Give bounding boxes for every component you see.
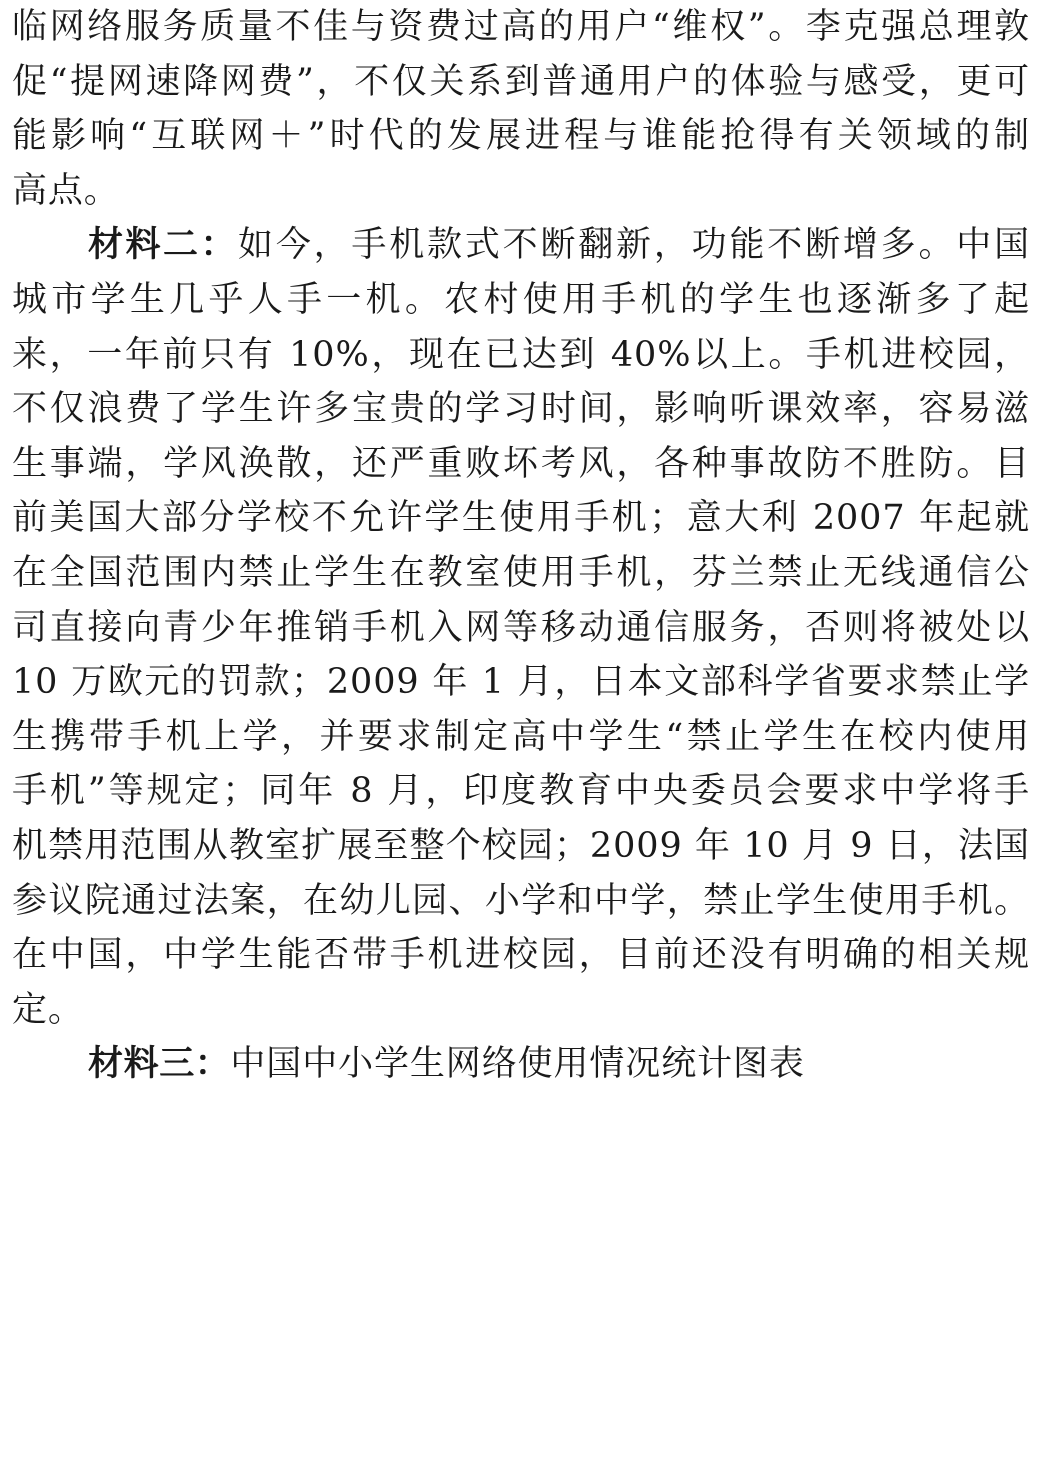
text-line: 在全国范围内禁止学生在教室使用手机，芬兰禁止无线通信公 [12,552,1030,593]
material-2-label: 材料二： [88,225,239,266]
text-line: 临网络服务质量不佳与资费过高的用户“维权”。李克强总理敦 [12,7,1030,47]
text-line: 10 万欧元的罚款；2009 年 1 月，日本文部科学省要求禁止学 [12,662,1030,703]
text-line: 促“提网速降网费”，不仅关系到普通用户的体验与感受，更可 [12,61,1030,102]
blank-area [0,1100,1042,1474]
text-line: 如今，手机款式不断翻新，功能不断增多。中国 [238,225,1030,266]
text-line: 机禁用范围从教室扩展至整个校园；2009 年 10 月 9 日，法国 [12,825,1030,866]
paragraph-material-2-first-line [12,218,1030,273]
text-line: 司直接向青少年推销手机入网等移动通信服务，否则将被处以 [12,607,1030,648]
text-line: 参议院通过法案，在幼儿园、小学和中学，禁止学生使用手机。 [12,880,1030,921]
paragraph-material-3-line [12,1037,1030,1092]
text-line: 生事端，学风涣散，还严重败坏考风，各种事故防不胜防。目 [12,443,1030,484]
text-line: 来，一年前只有 10%，现在已达到 40%以上。手机进校园， [12,334,1030,375]
material-3-label: 材料三： [88,1044,231,1085]
text-line: 前美国大部分学校不允许学生使用手机；意大利 2007 年起就 [12,498,1030,539]
text-line: 高点。 [12,170,120,211]
text-line: 定。 [12,989,84,1030]
text-line: 中国中小学生网络使用情况统计图表 [230,1044,805,1085]
text-line: 生携带手机上学，并要求制定高中学生“禁止学生在校内使用 [12,716,1030,757]
text-line: 能影响“互联网＋”时代的发展进程与谁能抢得有关领域的制 [12,116,1030,157]
text-line: 手机”等规定；同年 8 月，印度教育中央委员会要求中学将手 [12,771,1030,812]
text-line: 在中国，中学生能否带手机进校园，目前还没有明确的相关规 [12,935,1030,976]
text-line: 城市学生几乎人手一机。农村使用手机的学生也逐渐多了起 [12,279,1030,320]
document-body [12,0,1030,1092]
text-line: 不仅浪费了学生许多宝贵的学习时间，影响听课效率，容易滋 [12,389,1030,430]
